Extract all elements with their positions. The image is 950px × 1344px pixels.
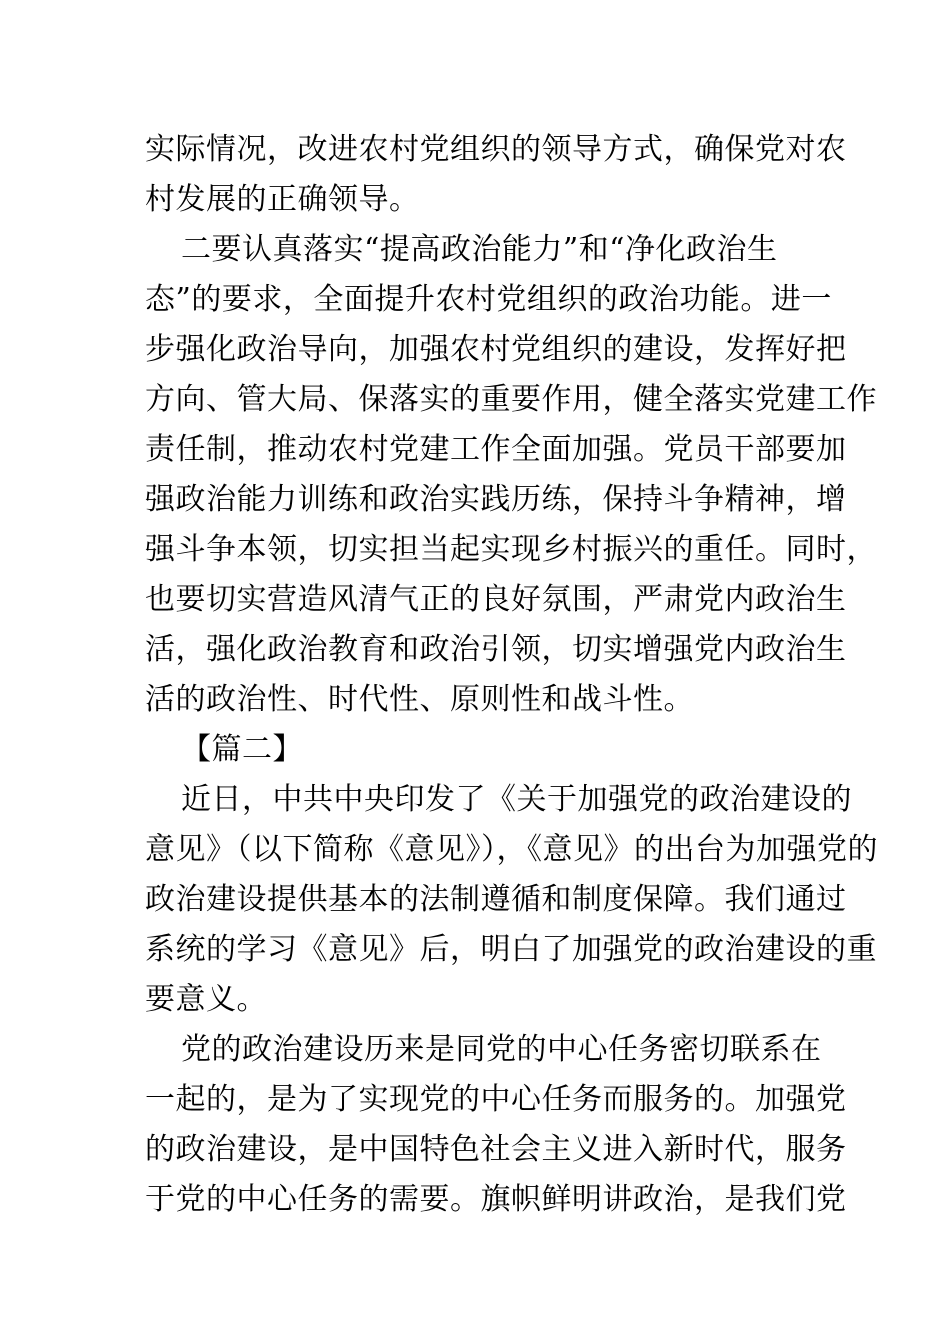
text-line: 系统的学习《意见》后，明白了加强党的政治建设的重 — [145, 932, 877, 967]
text-line: 二要认真落实“提高政治能力”和“净化政治生 — [181, 232, 778, 267]
text-line: 一起的，是为了实现党的中心任务而服务的。加强党 — [145, 1082, 847, 1117]
text-line: 于党的中心任务的需要。旗帜鲜明讲政治，是我们党 — [145, 1182, 847, 1217]
section-title: 【篇二】 — [181, 732, 303, 767]
text-line: 政治建设提供基本的法制遵循和制度保障。我们通过 — [145, 882, 847, 917]
text-line: 活的政治性、时代性、原则性和战斗性。 — [145, 682, 694, 717]
text-line: 近日，中共中央印发了《关于加强党的政治建设的 — [181, 782, 852, 817]
text-line: 态”的要求，全面提升农村党组织的政治功能。进一 — [145, 282, 832, 317]
text-line: 的政治建设，是中国特色社会主义进入新时代，服务 — [145, 1132, 847, 1167]
text-line: 强政治能力训练和政治实践历练，保持斗争精神，增 — [145, 482, 847, 517]
document-body — [145, 125, 878, 1225]
text-line: 强斗争本领，切实担当起实现乡村振兴的重任。同时， — [145, 532, 877, 567]
text-line: 要意义。 — [145, 982, 267, 1017]
text-line: 也要切实营造风清气正的良好氛围，严肃党内政治生 — [145, 582, 847, 617]
paragraph-continuation — [145, 125, 847, 225]
paragraph-political-function — [145, 225, 877, 725]
text-line: 活，强化政治教育和政治引领，切实增强党内政治生 — [145, 632, 847, 667]
text-line: 党的政治建设历来是同党的中心任务密切联系在 — [181, 1032, 822, 1067]
paragraph-central-task — [145, 1025, 847, 1225]
paragraph-opinion-intro — [145, 775, 878, 1025]
text-line: 方向、管大局、保落实的重要作用，健全落实党建工作 — [145, 382, 877, 417]
section-heading — [145, 725, 810, 775]
text-line: 步强化政治导向，加强农村党组织的建设，发挥好把 — [145, 332, 847, 367]
text-line: 村发展的正确领导。 — [145, 182, 420, 217]
text-line: 责任制，推动农村党建工作全面加强。党员干部要加 — [145, 432, 847, 467]
text-line: 意见》（以下简称《意见》），《意见》的出台为加强党的 — [145, 832, 878, 867]
text-line: 实际情况，改进农村党组织的领导方式，确保党对农 — [145, 132, 847, 167]
